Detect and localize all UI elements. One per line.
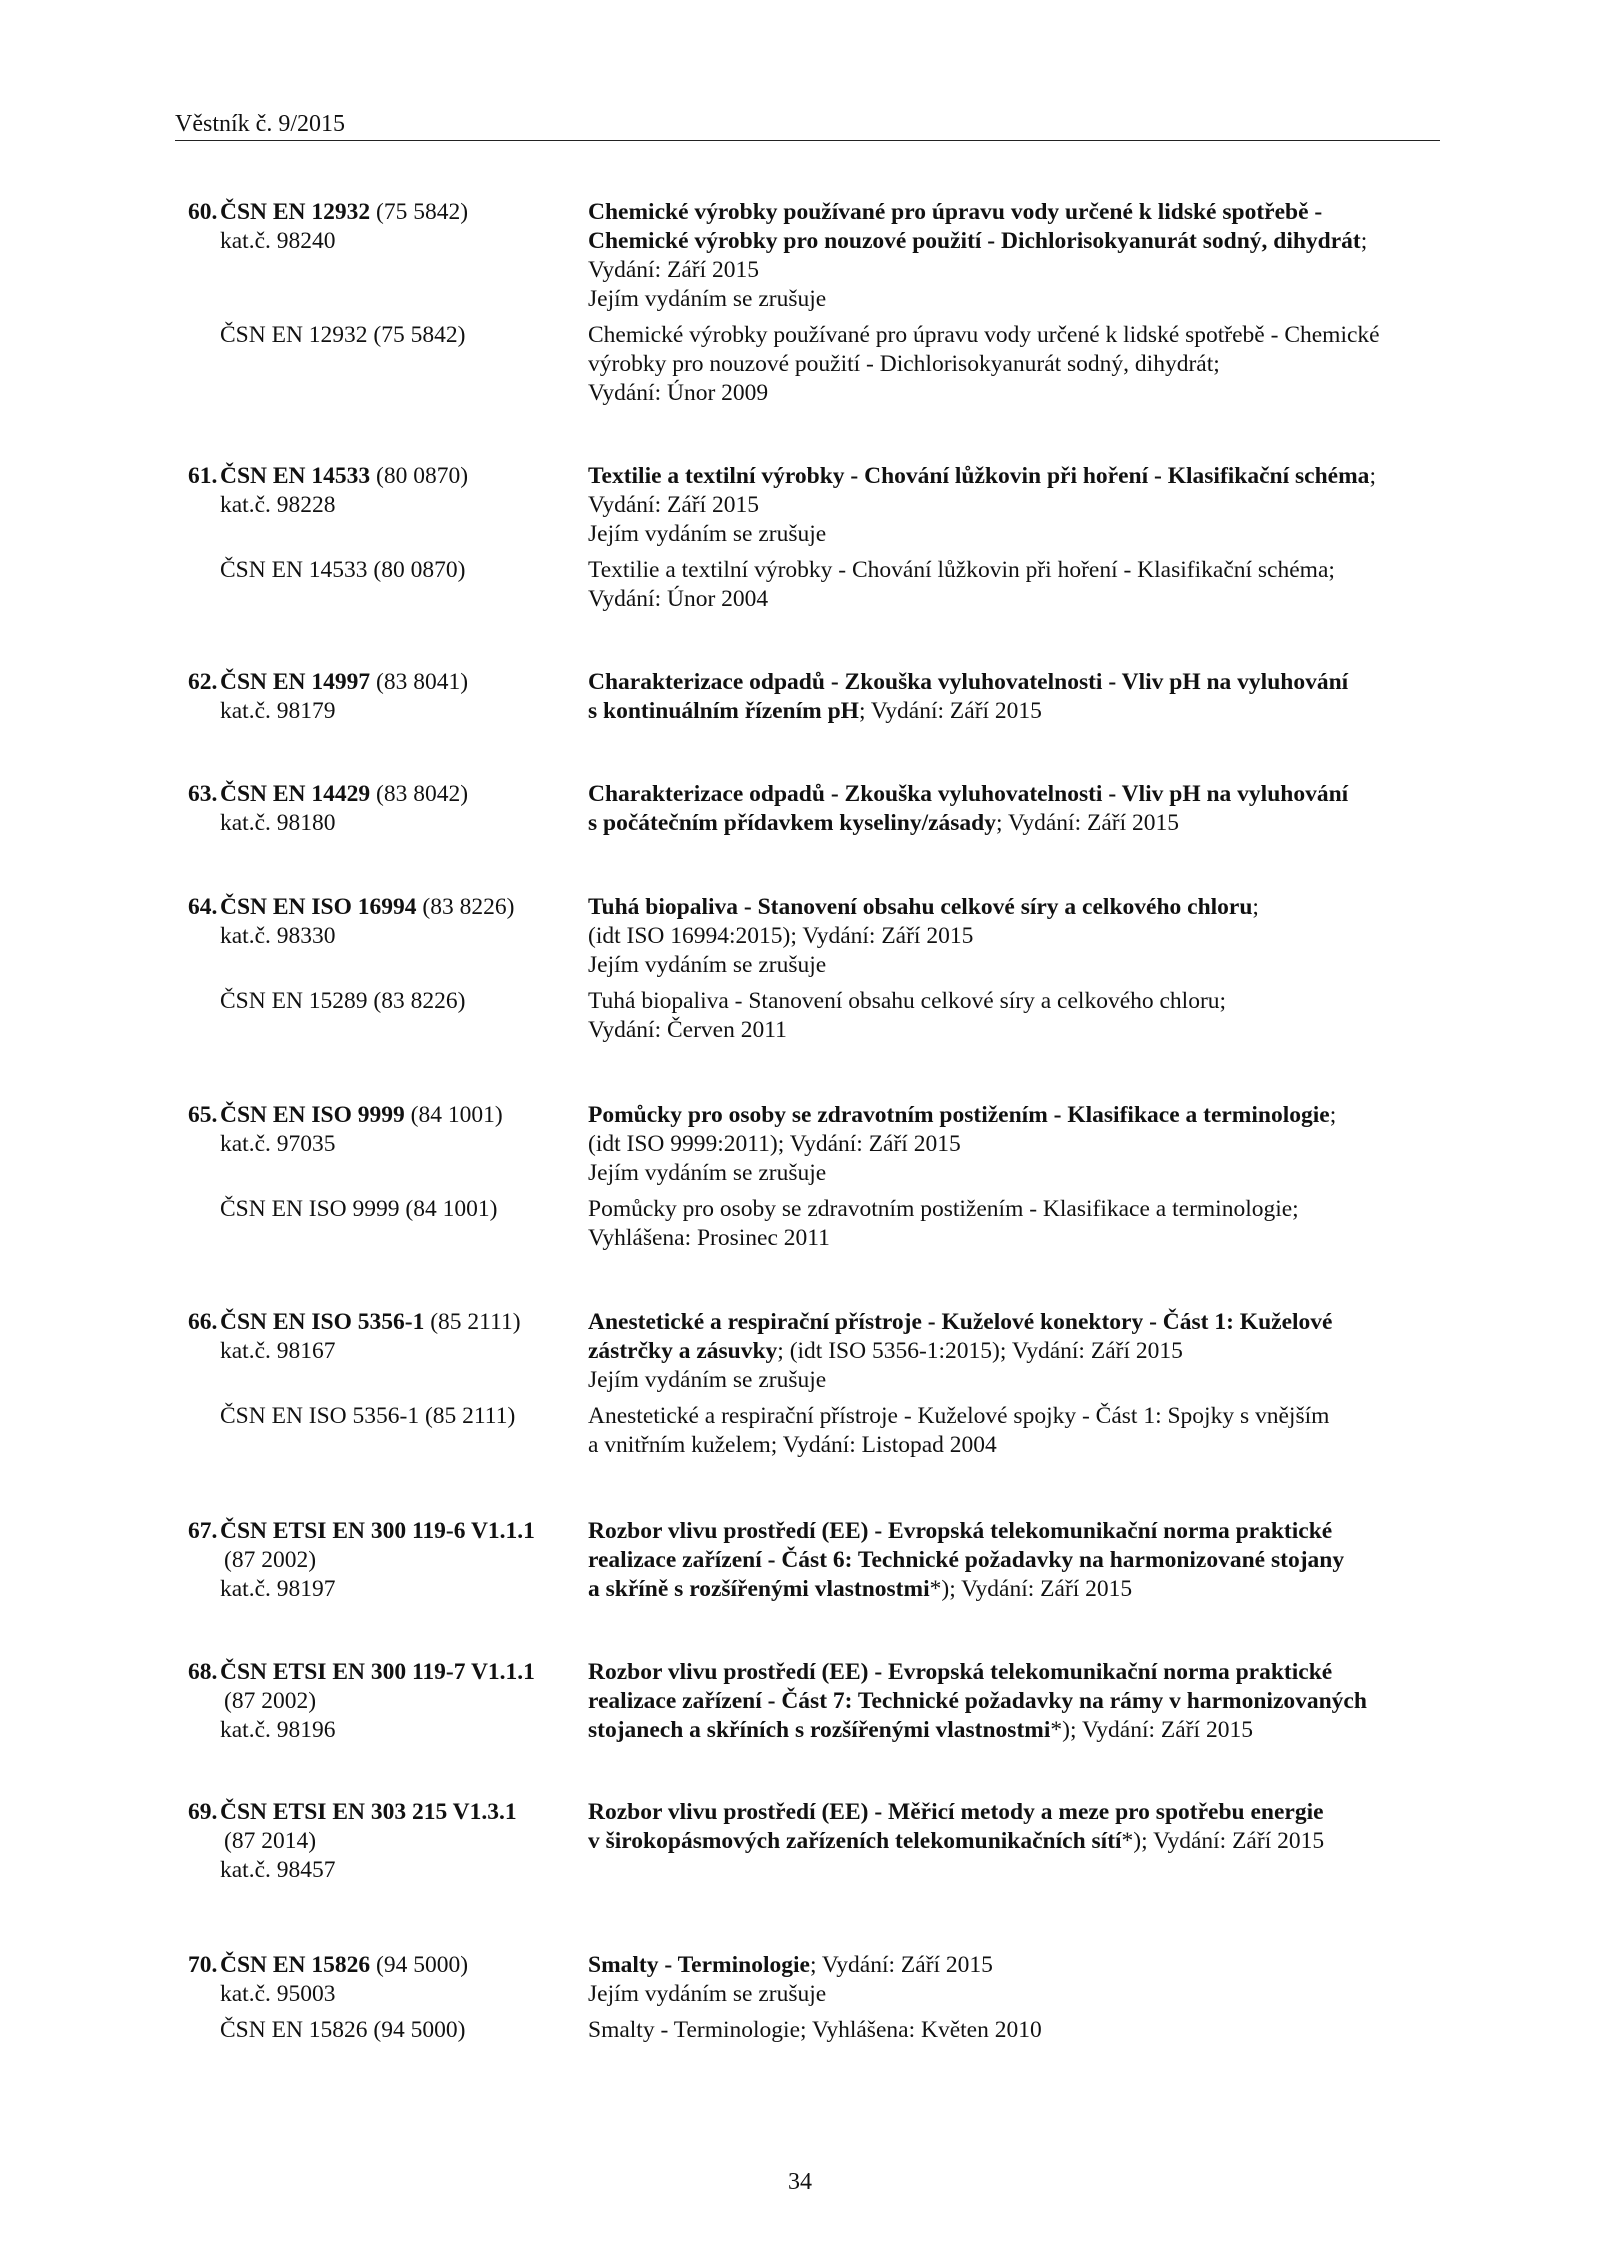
standard-title: Rozbor vlivu prostředí (EE) - Evropská telekomunikační norma praktické <box>588 1659 1333 1685</box>
catalog-number-line <box>220 697 336 726</box>
entry-number: 69. <box>188 1799 218 1825</box>
standard-designation <box>188 1517 535 1546</box>
replaced-standard-title: Vydání: Únor 2009 <box>588 380 769 406</box>
catalog-number-line <box>220 1130 336 1159</box>
catalog-number: kat.č. 97035 <box>220 1131 336 1157</box>
standard-title-line <box>588 780 1348 809</box>
replaced-standard-title: Textilie a textilní výrobky - Chování lůžkovin při hoření - Klasifikační schéma; <box>588 557 1335 583</box>
entry-number: 65. <box>188 1102 218 1128</box>
standard-title: realizace zařízení - Část 6: Technické požadavky na harmonizované stojany <box>588 1547 1345 1573</box>
standard-id: ČSN ETSI EN 300 119-6 V1.1.1 <box>220 1518 535 1544</box>
page-header <box>175 110 1440 141</box>
standard-id: ČSN EN ISO 9999 <box>220 1102 405 1128</box>
replaced-standard-id: ČSN EN 15289 (83 8226) <box>220 988 466 1014</box>
replaced-title-line <box>588 379 768 408</box>
standard-title-line <box>588 227 1367 256</box>
replaced-standard-line <box>220 1402 515 1431</box>
replaced-standard-title: Tuhá biopaliva - Stanovení obsahu celkové síry a celkového chloru; <box>588 988 1227 1014</box>
standard-id: ČSN EN 15826 <box>220 1952 371 1978</box>
standard-title: Tuhá biopaliva - Stanovení obsahu celkové síry a celkového chloru <box>588 894 1253 920</box>
cancel-note: Jejím vydáním se zrušuje <box>588 952 827 978</box>
classification-code: (87 2002) <box>224 1688 317 1714</box>
replaced-standard-title: Anestetické a respirační přístroje - Kuželové spojky - Část 1: Spojky s vnějším <box>588 1403 1330 1429</box>
standard-title-line <box>588 1308 1332 1337</box>
replaced-standard-line <box>220 2016 465 2045</box>
standard-title-line <box>588 1658 1332 1687</box>
standard-title: Chemické výrobky používané pro úpravu vody určené k lidské spotřebě - <box>588 199 1323 225</box>
cancel-note-line <box>588 1980 826 2009</box>
replaced-title-line <box>588 1402 1329 1431</box>
replaced-title-line <box>588 321 1380 350</box>
classification-code: (85 2111) <box>424 1309 521 1335</box>
standard-title-line <box>588 1546 1344 1575</box>
replaced-standard-line <box>220 987 465 1016</box>
replaced-standard-title: Chemické výrobky používané pro úpravu vody určené k lidské spotřebě - Chemické <box>588 322 1380 348</box>
standard-designation <box>188 462 468 491</box>
replaced-standard-title: Vydání: Únor 2004 <box>588 586 769 612</box>
replaced-title-line <box>588 987 1226 1016</box>
replaced-standard-title: Pomůcky pro osoby se zdravotním postižením - Klasifikace a terminologie; <box>588 1196 1299 1222</box>
entry-number: 64. <box>188 894 218 920</box>
catalog-number: kat.č. 98179 <box>220 698 336 724</box>
replaced-standard-id: ČSN EN ISO 5356-1 (85 2111) <box>220 1403 516 1429</box>
standard-title-line <box>588 668 1348 697</box>
cancel-note: Jejím vydáním se zrušuje <box>588 1367 827 1393</box>
replaced-standard-id: ČSN EN 14533 (80 0870) <box>220 557 466 583</box>
standard-designation <box>188 780 468 809</box>
cancel-note-line <box>588 285 826 314</box>
standard-title: stojanech a skříních s rozšířenými vlastnostmi <box>588 1717 1051 1743</box>
cancel-note-line <box>588 1366 826 1395</box>
standard-title-line <box>588 1101 1336 1130</box>
catalog-number-line <box>220 1856 336 1885</box>
standard-title-line <box>588 1337 1183 1366</box>
catalog-number-line <box>220 922 336 951</box>
standard-title-line <box>588 922 973 951</box>
standard-title-suffix: ; Vydání: Září 2015 <box>996 810 1179 836</box>
classification-code-line <box>224 1546 316 1575</box>
standard-title-suffix: ; <box>1369 463 1376 489</box>
standard-title: realizace zařízení - Část 7: Technické požadavky na rámy v harmonizovaných <box>588 1688 1367 1714</box>
standard-title-line <box>588 1517 1332 1546</box>
catalog-number: kat.č. 98330 <box>220 923 336 949</box>
standard-title-line <box>588 809 1179 838</box>
standard-id: ČSN EN 14429 <box>220 781 371 807</box>
cancel-note: Jejím vydáním se zrušuje <box>588 521 827 547</box>
standard-title: zástrčky a zásuvky <box>588 1338 778 1364</box>
standard-title: s počátečním přídavkem kyseliny/zásady <box>588 810 997 836</box>
standard-title-suffix: ; (idt ISO 5356-1:2015); Vydání: Září 2015 <box>777 1338 1183 1364</box>
standard-title: a skříně s rozšířenými vlastnostmi <box>588 1576 930 1602</box>
entry-number: 61. <box>188 463 218 489</box>
standard-title: s kontinuálním řízením pH <box>588 698 859 724</box>
entry-number: 70. <box>188 1952 218 1978</box>
bulletin-title: Věstník č. 9/2015 <box>175 111 345 137</box>
replaced-standard-line <box>220 556 465 585</box>
replaced-title-line <box>588 556 1335 585</box>
replaced-standard-line <box>220 1195 497 1224</box>
standard-title: Textilie a textilní výrobky - Chování lůžkovin při hoření - Klasifikační schéma <box>588 463 1370 489</box>
replaced-standard-title: Vydání: Červen 2011 <box>588 1017 787 1043</box>
standard-title-line <box>588 1951 993 1980</box>
standard-title: Charakterizace odpadů - Zkouška vyluhovatelnosti - Vliv pH na vyluhování <box>588 781 1349 807</box>
catalog-number-line <box>220 1716 336 1745</box>
catalog-number: kat.č. 95003 <box>220 1981 336 2007</box>
catalog-number-line <box>220 1337 336 1366</box>
replaced-standard-line <box>220 321 465 350</box>
standard-designation <box>188 198 468 227</box>
classification-code-line <box>224 1687 316 1716</box>
classification-code: (80 0870) <box>370 463 469 489</box>
standard-designation <box>188 1798 517 1827</box>
standard-title: Charakterizace odpadů - Zkouška vyluhovatelnosti - Vliv pH na vyluhování <box>588 669 1349 695</box>
classification-code: (87 2002) <box>224 1547 317 1573</box>
classification-code: (87 2014) <box>224 1828 317 1854</box>
standard-designation <box>188 1308 521 1337</box>
standard-title-suffix: ; Vydání: Září 2015 <box>858 698 1042 724</box>
standard-id: ČSN EN 14533 <box>220 463 371 489</box>
catalog-number: kat.č. 98180 <box>220 810 336 836</box>
replaced-standard-title: Vyhlášena: Prosinec 2011 <box>588 1225 830 1251</box>
catalog-number-line <box>220 1980 336 2009</box>
standard-designation <box>188 893 514 922</box>
standard-id: ČSN EN 12932 <box>220 199 371 225</box>
replaced-title-line <box>588 1431 997 1460</box>
cancel-note-line <box>588 1159 826 1188</box>
standard-id: ČSN EN ISO 5356-1 <box>220 1309 425 1335</box>
standard-designation <box>188 1101 503 1130</box>
standard-title-line <box>588 1130 961 1159</box>
replaced-title-line <box>588 2016 1042 2045</box>
catalog-number: kat.č. 98167 <box>220 1338 336 1364</box>
replaced-standard-title: výrobky pro nouzové použití - Dichlorisokyanurát sodný, dihydrát; <box>588 351 1220 377</box>
entry-number: 63. <box>188 781 218 807</box>
entry-number: 67. <box>188 1518 218 1544</box>
replaced-title-line <box>588 350 1220 379</box>
standard-title: Anestetické a respirační přístroje - Kuželové konektory - Část 1: Kuželové <box>588 1309 1333 1335</box>
cancel-note-line <box>588 951 826 980</box>
replaced-standard-title: a vnitřním kuželem; Vydání: Listopad 2004 <box>588 1432 997 1458</box>
entry-number: 68. <box>188 1659 218 1685</box>
entry-number: 66. <box>188 1309 218 1335</box>
entry-number: 62. <box>188 669 218 695</box>
standard-title-suffix: (idt ISO 9999:2011); Vydání: Září 2015 <box>588 1131 961 1157</box>
catalog-number-line <box>220 227 336 256</box>
catalog-number-line <box>220 809 336 838</box>
standard-title-line <box>588 1798 1324 1827</box>
standard-title-line <box>588 697 1042 726</box>
standard-title-line <box>588 1575 1132 1604</box>
entry-number: 60. <box>188 199 218 225</box>
standard-id: ČSN EN ISO 16994 <box>220 894 417 920</box>
classification-code-line <box>224 1827 316 1856</box>
standard-title: Smalty - Terminologie <box>588 1952 810 1978</box>
standard-title: Rozbor vlivu prostředí (EE) - Měřicí metody a meze pro spotřebu energie <box>588 1799 1324 1825</box>
issue-date-line <box>588 256 759 285</box>
replaced-title-line <box>588 585 768 614</box>
standard-title-suffix: *); Vydání: Září 2015 <box>929 1576 1133 1602</box>
replaced-title-line <box>588 1016 787 1045</box>
catalog-number-line <box>220 491 336 520</box>
replaced-standard-title: Smalty - Terminologie; Vyhlášena: Květen 2010 <box>588 2017 1042 2043</box>
page-footer <box>0 2168 1600 2196</box>
cancel-note: Jejím vydáním se zrušuje <box>588 286 827 312</box>
standard-designation <box>188 1951 468 1980</box>
standard-title-line <box>588 1827 1324 1856</box>
standard-title: v širokopásmových zařízeních telekomunikačních sítí <box>588 1828 1122 1854</box>
catalog-number: kat.č. 98240 <box>220 228 336 254</box>
standard-title-suffix: ; <box>1329 1102 1337 1128</box>
standard-title: Pomůcky pro osoby se zdravotním postižením - Klasifikace a terminologie <box>588 1102 1330 1128</box>
standard-title-suffix: ; Vydání: Září 2015 <box>809 1952 993 1978</box>
standard-designation <box>188 668 468 697</box>
standard-title: Chemické výrobky pro nouzové použití - Dichlorisokyanurát sodný, dihydrát <box>588 228 1361 254</box>
standard-id: ČSN EN 14997 <box>220 669 371 695</box>
replaced-standard-id: ČSN EN 15826 (94 5000) <box>220 2017 466 2043</box>
standard-designation <box>188 1658 535 1687</box>
cancel-note: Jejím vydáním se zrušuje <box>588 1981 827 2007</box>
catalog-number: kat.č. 98228 <box>220 492 336 518</box>
standard-title-suffix: ; <box>1252 894 1259 920</box>
replaced-standard-id: ČSN EN 12932 (75 5842) <box>220 322 466 348</box>
standard-title-line <box>588 1687 1367 1716</box>
issue-date: Vydání: Září 2015 <box>588 257 759 283</box>
standard-title-line <box>588 1716 1253 1745</box>
replaced-title-line <box>588 1224 830 1253</box>
cancel-note: Jejím vydáním se zrušuje <box>588 1160 827 1186</box>
catalog-number: kat.č. 98196 <box>220 1717 336 1743</box>
standard-title-line <box>588 198 1322 227</box>
page-number: 34 <box>788 2169 812 2195</box>
classification-code: (84 1001) <box>404 1102 503 1128</box>
classification-code: (83 8226) <box>416 894 515 920</box>
standard-title-suffix: ; <box>1360 228 1368 254</box>
catalog-number-line <box>220 1575 336 1604</box>
issue-date: Vydání: Září 2015 <box>588 492 759 518</box>
standard-title-suffix: *); Vydání: Září 2015 <box>1050 1717 1253 1743</box>
classification-code: (83 8041) <box>370 669 469 695</box>
standard-title-suffix: *); Vydání: Září 2015 <box>1121 1828 1325 1854</box>
replaced-title-line <box>588 1195 1299 1224</box>
standard-title-line <box>588 462 1376 491</box>
catalog-number: kat.č. 98457 <box>220 1857 336 1883</box>
catalog-number: kat.č. 98197 <box>220 1576 336 1602</box>
classification-code: (83 8042) <box>370 781 469 807</box>
cancel-note-line <box>588 520 826 549</box>
standard-id: ČSN ETSI EN 300 119-7 V1.1.1 <box>220 1659 535 1685</box>
classification-code: (75 5842) <box>370 199 469 225</box>
standard-id: ČSN ETSI EN 303 215 V1.3.1 <box>220 1799 517 1825</box>
replaced-standard-id: ČSN EN ISO 9999 (84 1001) <box>220 1196 498 1222</box>
classification-code: (94 5000) <box>370 1952 469 1978</box>
standard-title-line <box>588 893 1259 922</box>
issue-date-line <box>588 491 759 520</box>
standard-title-suffix: (idt ISO 16994:2015); Vydání: Září 2015 <box>588 923 974 949</box>
standard-title: Rozbor vlivu prostředí (EE) - Evropská telekomunikační norma praktické <box>588 1518 1333 1544</box>
